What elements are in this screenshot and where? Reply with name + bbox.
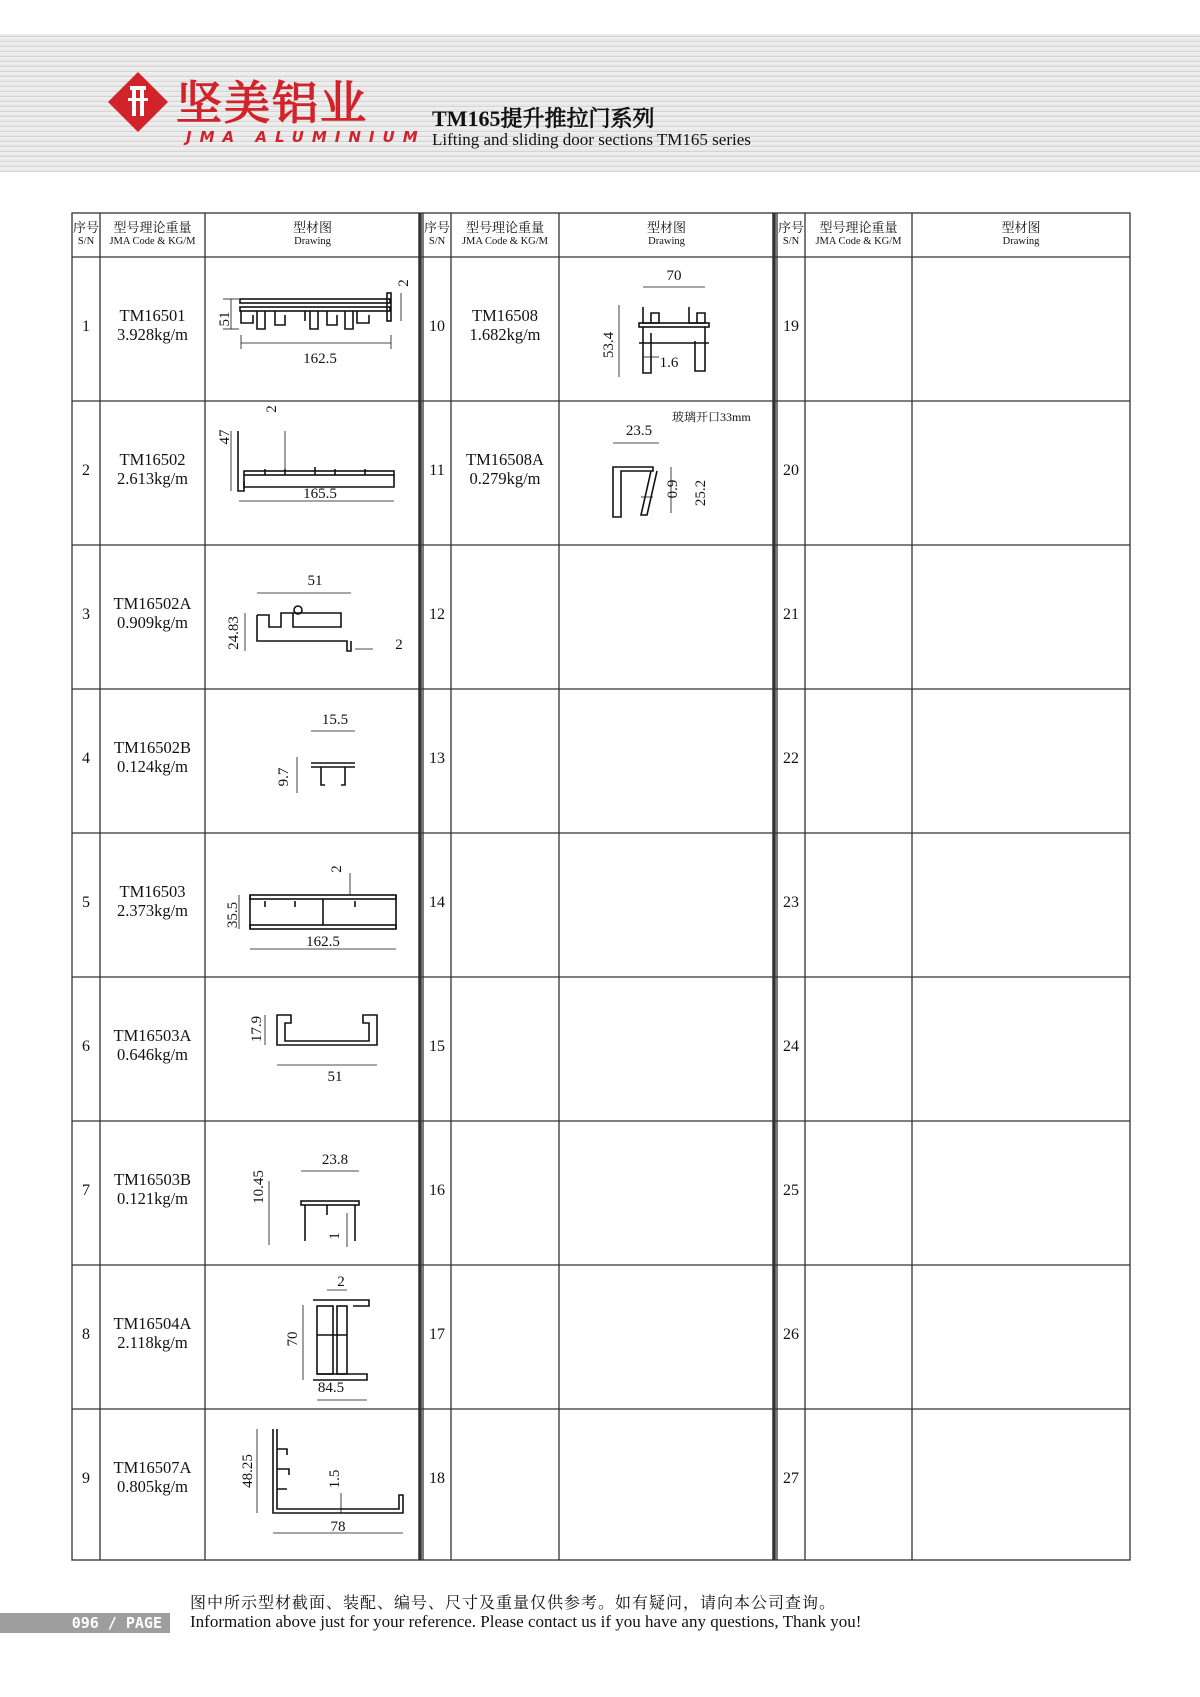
header-sn: 序号 S/N: [423, 220, 450, 247]
row-sn: 21: [783, 606, 799, 623]
profile-drawing: [559, 401, 774, 545]
row-sn: 25: [783, 1182, 799, 1199]
dim-label: 2: [329, 865, 345, 873]
row-sn: 17: [429, 1326, 445, 1343]
row-sn: 11: [429, 462, 445, 479]
page-number: 096 / PAGE: [0, 1613, 170, 1633]
dim-label: 2: [337, 1274, 345, 1290]
row-sn: 26: [783, 1326, 799, 1343]
dim-label: 165.5: [303, 486, 337, 502]
dim-label: 53.4: [601, 331, 617, 359]
dim-label: 2: [396, 279, 412, 287]
dim-label: 48.25: [240, 1454, 256, 1488]
row-sn: 20: [783, 462, 799, 479]
header-code: 型号理论重量 JMA Code & KG/M: [815, 220, 902, 247]
row-code: TM16502 2.613kg/m: [116, 450, 189, 488]
row-sn: 5: [82, 894, 90, 911]
row-code: TM16503A 0.646kg/m: [113, 1026, 192, 1064]
row-sn: 9: [82, 1470, 90, 1487]
dim-label: 70: [285, 1331, 301, 1347]
glass-opening-note: 玻璃开口33mm: [672, 410, 751, 424]
dim-label: 51: [217, 311, 233, 327]
dim-label: 1.5: [327, 1469, 343, 1489]
dim-label: 10.45: [251, 1170, 267, 1204]
row-sn: 3: [82, 606, 90, 623]
profile-drawing: [205, 977, 420, 1121]
dim-label: 15.5: [321, 712, 349, 728]
row-sn: 12: [429, 606, 445, 623]
dim-label: 51: [327, 1069, 343, 1085]
row-sn: 13: [429, 750, 445, 767]
row-sn: 18: [429, 1470, 445, 1487]
row-sn: 22: [783, 750, 799, 767]
profile-drawing: [205, 1265, 420, 1409]
dim-label: 17.9: [249, 1015, 265, 1043]
dim-label: 47: [217, 429, 233, 445]
series-title-en: Lifting and sliding door sections TM165 series: [432, 130, 751, 149]
footer-note-cn: 图中所示型材截面、装配、编号、尺寸及重量仅供参考。如有疑问，请向本公司查询。: [190, 1593, 837, 1612]
profile-drawing: [205, 1121, 420, 1265]
dim-label: 23.5: [625, 423, 653, 439]
dim-label: 1: [327, 1232, 343, 1240]
row-code: TM16503 2.373kg/m: [116, 882, 189, 920]
brand-name-en: JMA ALUMINIUM: [186, 128, 426, 146]
row-sn: 27: [783, 1470, 799, 1487]
row-code: TM16501 3.928kg/m: [116, 306, 189, 344]
header-drawing: 型材图 Drawing: [646, 220, 686, 247]
header-drawing: 型材图 Drawing: [1001, 220, 1041, 247]
row-code: TM16508A 0.279kg/m: [466, 450, 544, 488]
dim-label: 23.8: [321, 1152, 349, 1168]
row-sn: 7: [82, 1182, 90, 1199]
dim-label: 2: [395, 637, 403, 653]
dim-label: 35.5: [225, 901, 241, 929]
series-title-cn: TM165提升推拉门系列: [432, 106, 655, 131]
profile-drawing: [205, 401, 420, 545]
row-code: TM16508 1.682kg/m: [469, 306, 541, 344]
row-code: TM16507A 0.805kg/m: [113, 1458, 192, 1496]
row-sn: 16: [429, 1182, 445, 1199]
profile-drawing: [205, 257, 420, 401]
row-sn: 15: [429, 1038, 445, 1055]
dim-label: 2: [264, 405, 280, 413]
row-sn: 2: [82, 462, 90, 479]
profile-drawing: [205, 545, 420, 689]
profile-drawing: [205, 689, 420, 833]
row-code: TM16502B 0.124kg/m: [113, 738, 191, 776]
dim-label: 25.2: [693, 479, 709, 507]
row-sn: 8: [82, 1326, 90, 1343]
row-sn: 24: [783, 1038, 799, 1055]
footer-note-en: Information above just for your reference. Please contact us if you have any questions, Thank you!: [190, 1612, 862, 1631]
dim-label: 78: [330, 1519, 346, 1535]
dim-label: 162.5: [306, 934, 340, 950]
row-code: TM16503B 0.121kg/m: [113, 1170, 191, 1208]
dim-label: 0.9: [665, 479, 681, 499]
row-sn: 10: [429, 318, 445, 335]
row-sn: 14: [429, 894, 445, 911]
header-sn: 序号 S/N: [777, 220, 804, 247]
dim-label: 84.5: [317, 1380, 345, 1396]
brand-name-cn: 坚美铝业: [176, 76, 368, 130]
row-code: TM16504A 2.118kg/m: [113, 1314, 192, 1352]
row-code: TM16502A 0.909kg/m: [113, 594, 192, 632]
profile-drawing: [559, 257, 774, 401]
header-sn: 序号 S/N: [72, 220, 99, 247]
dim-label: 24.83: [226, 616, 242, 650]
dim-label: 162.5: [303, 351, 337, 367]
header-drawing: 型材图 Drawing: [292, 220, 332, 247]
row-sn: 19: [783, 318, 799, 335]
row-sn: 23: [783, 894, 799, 911]
profile-drawing: [205, 833, 420, 977]
dim-label: 9.7: [276, 767, 292, 787]
header-code: 型号理论重量 JMA Code & KG/M: [109, 220, 196, 247]
profile-drawing: [205, 1409, 420, 1553]
row-sn: 4: [82, 750, 90, 767]
dim-label: 1.6: [659, 355, 679, 371]
header-code: 型号理论重量 JMA Code & KG/M: [461, 220, 549, 247]
dim-label: 70: [666, 268, 682, 284]
row-sn: 6: [82, 1038, 90, 1055]
row-sn: 1: [82, 318, 90, 335]
dim-label: 51: [307, 573, 323, 589]
jma-logo-icon: [108, 72, 168, 132]
